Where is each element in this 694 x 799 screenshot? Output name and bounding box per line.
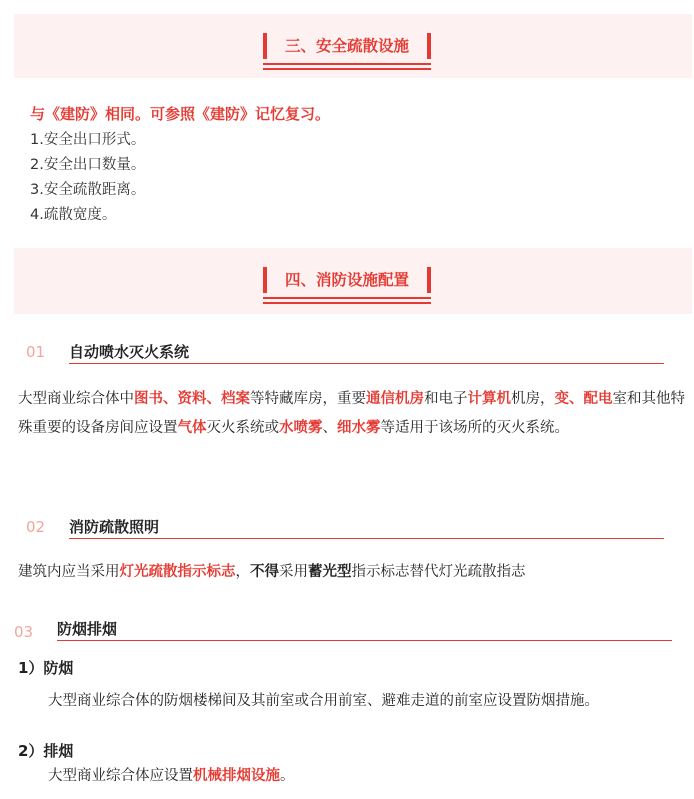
section-title-4 bbox=[0, 267, 694, 293]
highlight-text: 灯光疏散指示标志 bbox=[119, 564, 236, 580]
title-underline bbox=[263, 297, 431, 299]
text-run: 等特藏库房，重要 bbox=[250, 391, 366, 407]
list-item: 3.安全疏散距离。 bbox=[30, 182, 146, 198]
smoke-exhaust-paragraph bbox=[18, 763, 686, 789]
subsection-header-01 bbox=[14, 337, 664, 371]
text-run: 。 bbox=[280, 768, 295, 784]
subsection-number: 02 bbox=[26, 518, 46, 536]
highlight-text: 图书、资料、档案 bbox=[134, 391, 250, 407]
text-run: ， bbox=[235, 564, 250, 580]
highlight-text: 计算机 bbox=[467, 391, 511, 407]
bold-text: 不得 bbox=[250, 564, 279, 580]
subsection-header-03 bbox=[2, 614, 672, 648]
text-run: 和电子 bbox=[424, 391, 468, 407]
subsection-underline bbox=[69, 538, 664, 539]
title-underline bbox=[263, 302, 431, 304]
highlight-text: 变、配电 bbox=[554, 391, 613, 407]
sprinkler-paragraph bbox=[18, 385, 686, 443]
highlight-text: 水喷雾 bbox=[279, 420, 323, 436]
list-item: 1.安全出口形式。 bbox=[30, 132, 146, 148]
bold-text: 蓄光型 bbox=[308, 564, 352, 580]
subsection-title: 防烟排烟 bbox=[57, 620, 118, 638]
subsection-underline bbox=[69, 363, 664, 364]
text-run: 指示标志替代灯光疏散指志 bbox=[351, 564, 526, 580]
smoke-control-heading: 1）防烟 bbox=[18, 659, 74, 677]
text-run: 等适用于该场所的灭火系统。 bbox=[380, 420, 569, 436]
smoke-exhaust-heading: 2）排烟 bbox=[18, 742, 74, 760]
smoke-control-paragraph: 大型商业综合体的防烟楼梯间及其前室或合用前室、避难走道的前室应设置防烟措施。 bbox=[48, 693, 599, 709]
subsection-number: 01 bbox=[26, 343, 46, 361]
subsection-header-02 bbox=[14, 512, 664, 546]
section-title-text: 四、消防设施配置 bbox=[284, 271, 409, 289]
subsection-title: 自动喷水灭火系统 bbox=[69, 343, 190, 361]
list-item: 4.疏散宽度。 bbox=[30, 207, 117, 223]
subsection-title: 消防疏散照明 bbox=[69, 518, 160, 536]
highlight-text: 机械排烟设施 bbox=[193, 768, 280, 784]
subsection-number: 03 bbox=[14, 623, 34, 641]
title-bar-left bbox=[263, 267, 267, 293]
evacuation-lighting-paragraph bbox=[18, 558, 686, 587]
title-bar-left bbox=[263, 33, 267, 59]
text-run: 大型商业综合体中 bbox=[18, 391, 134, 407]
text-run: 灭火系统或 bbox=[206, 420, 279, 436]
title-bar-right bbox=[427, 33, 431, 59]
text-run: 采用 bbox=[279, 564, 308, 580]
title-bar-right bbox=[427, 267, 431, 293]
section3-note: 与《建防》相同。可参照《建防》记忆复习。 bbox=[30, 105, 331, 123]
text-run: 机房， bbox=[511, 391, 555, 407]
highlight-text: 气体 bbox=[177, 420, 207, 436]
text-run: 、 bbox=[322, 420, 337, 436]
section-title-3 bbox=[0, 33, 694, 59]
text-run: 建筑内应当采用 bbox=[18, 564, 120, 580]
section-title-text: 三、安全疏散设施 bbox=[284, 37, 409, 55]
text-run: 室和其他特殊重要的设备房间应设置 bbox=[18, 391, 685, 436]
section3-list bbox=[30, 128, 145, 228]
list-item: 2.安全出口数量。 bbox=[30, 157, 146, 173]
text-run: 大型商业综合体应设置 bbox=[48, 768, 193, 784]
highlight-text: 通信机房 bbox=[366, 391, 424, 407]
highlight-text: 细水雾 bbox=[337, 420, 381, 436]
subsection-underline bbox=[57, 640, 672, 641]
title-underline bbox=[263, 68, 431, 70]
title-underline bbox=[263, 63, 431, 65]
